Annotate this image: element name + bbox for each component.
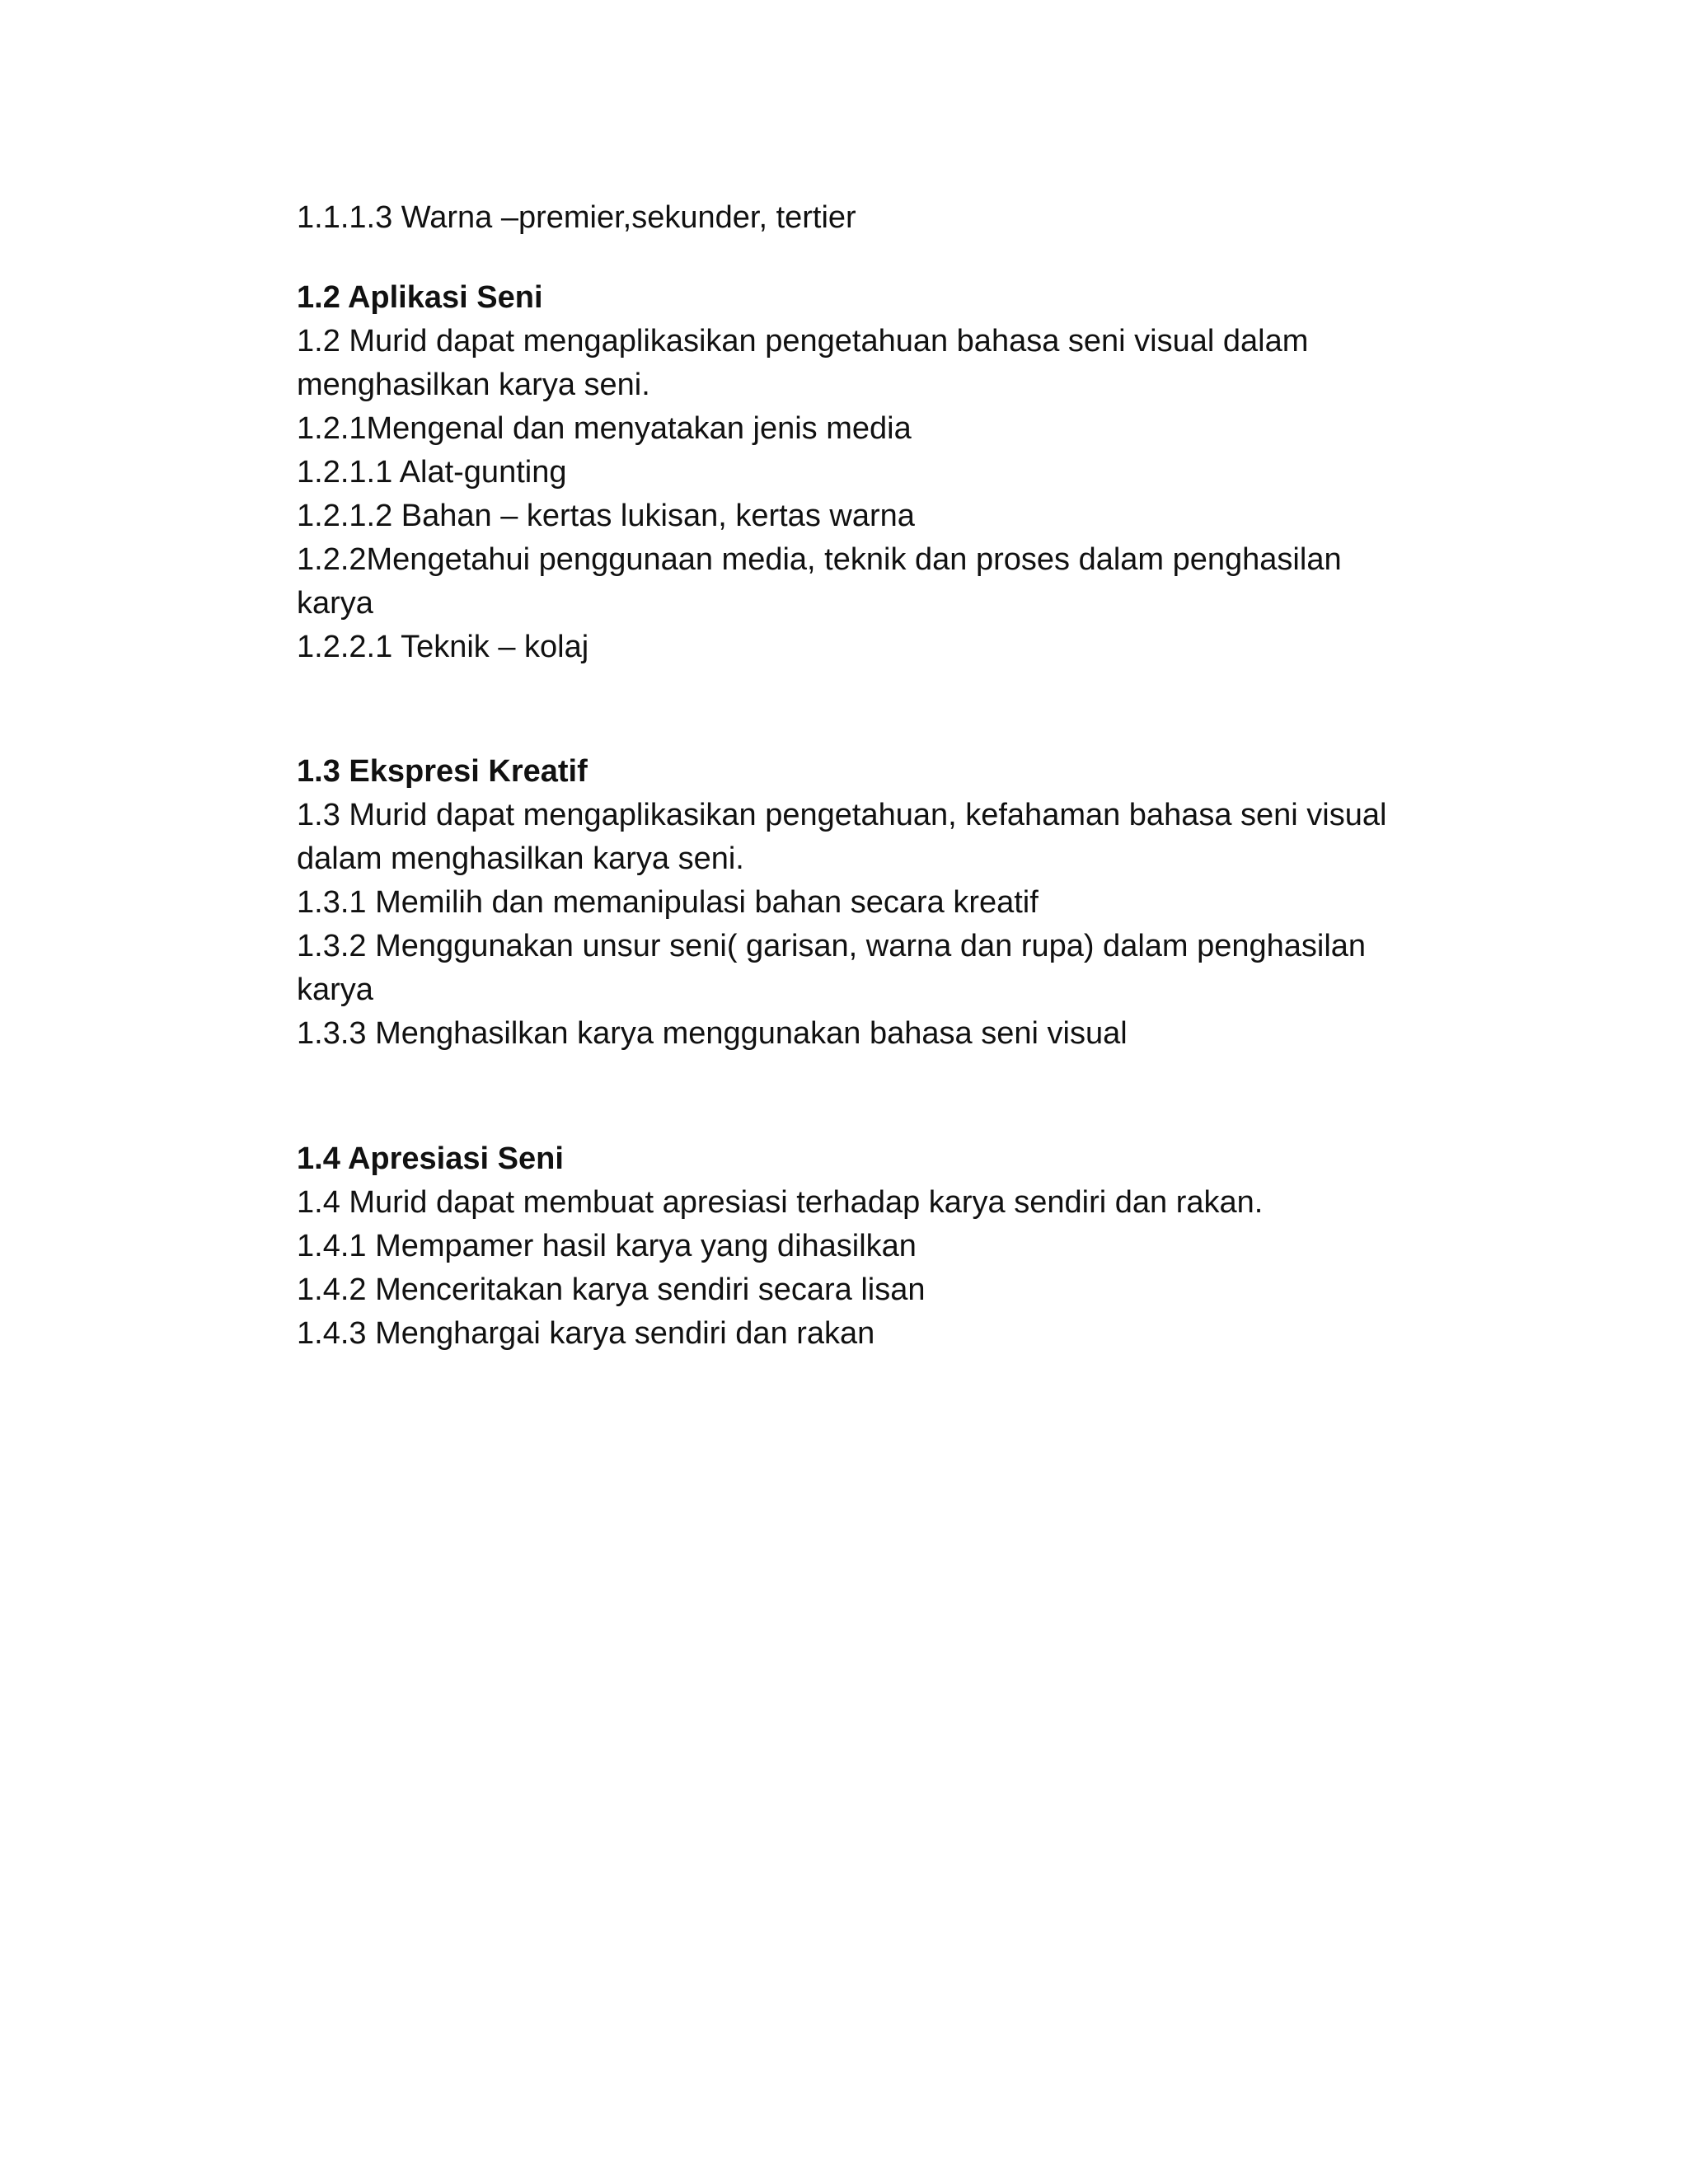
section-line: 1.2.1.2 Bahan – kertas lukisan, kertas warna: [297, 499, 915, 533]
top-line: 1.1.1.3 Warna –premier,sekunder, tertier: [297, 200, 856, 235]
section-line: 1.3.2 Menggunakan unsur seni( garisan, warna dan rupa) dalam penghasilan karya: [297, 929, 1367, 1007]
spacer: [297, 1056, 1426, 1137]
spacer: [297, 669, 1426, 750]
section-line: 1.2.1.1 Alat-gunting: [297, 455, 567, 490]
section-line: 1.3.3 Menghasilkan karya menggunakan bahasa seni visual: [297, 1016, 1128, 1051]
section-line: 1.4.2 Menceritakan karya sendiri secara lisan: [297, 1272, 926, 1307]
section-line: 1.4.3 Menghargai karya sendiri dan rakan: [297, 1316, 875, 1351]
section-line: 1.2.2.1 Teknik – kolaj: [297, 630, 589, 664]
section-heading: 1.4 Apresiasi Seni: [297, 1141, 564, 1176]
section-line: 1.3.1 Memilih dan memanipulasi bahan secara kreatif: [297, 885, 1039, 920]
section-ekspresi-kreatif: [297, 750, 1426, 1056]
section-heading: 1.3 Ekspresi Kreatif: [297, 754, 588, 789]
section-line: 1.4 Murid dapat membuat apresiasi terhadap karya sendiri dan rakan.: [297, 1185, 1264, 1220]
section-line: 1.4.1 Mempamer hasil karya yang dihasilkan: [297, 1229, 917, 1263]
section-apresiasi-seni: [297, 1137, 1426, 1356]
section-aplikasi-seni: [297, 276, 1426, 669]
document-content: [297, 196, 1426, 1356]
section-line: 1.2.2Mengetahui penggunaan media, teknik dan proses dalam penghasilan karya: [297, 542, 1342, 621]
section-line: 1.3 Murid dapat mengaplikasikan pengetahuan, kefahaman bahasa seni visual dalam menghasilkan karya seni.: [297, 798, 1387, 876]
section-line: 1.2 Murid dapat mengaplikasikan pengetahuan bahasa seni visual dalam menghasilkan karya seni.: [297, 324, 1309, 402]
spacer: [297, 240, 1426, 276]
section-heading: 1.2 Aplikasi Seni: [297, 280, 543, 315]
section-line: 1.2.1Mengenal dan menyatakan jenis media: [297, 411, 912, 446]
